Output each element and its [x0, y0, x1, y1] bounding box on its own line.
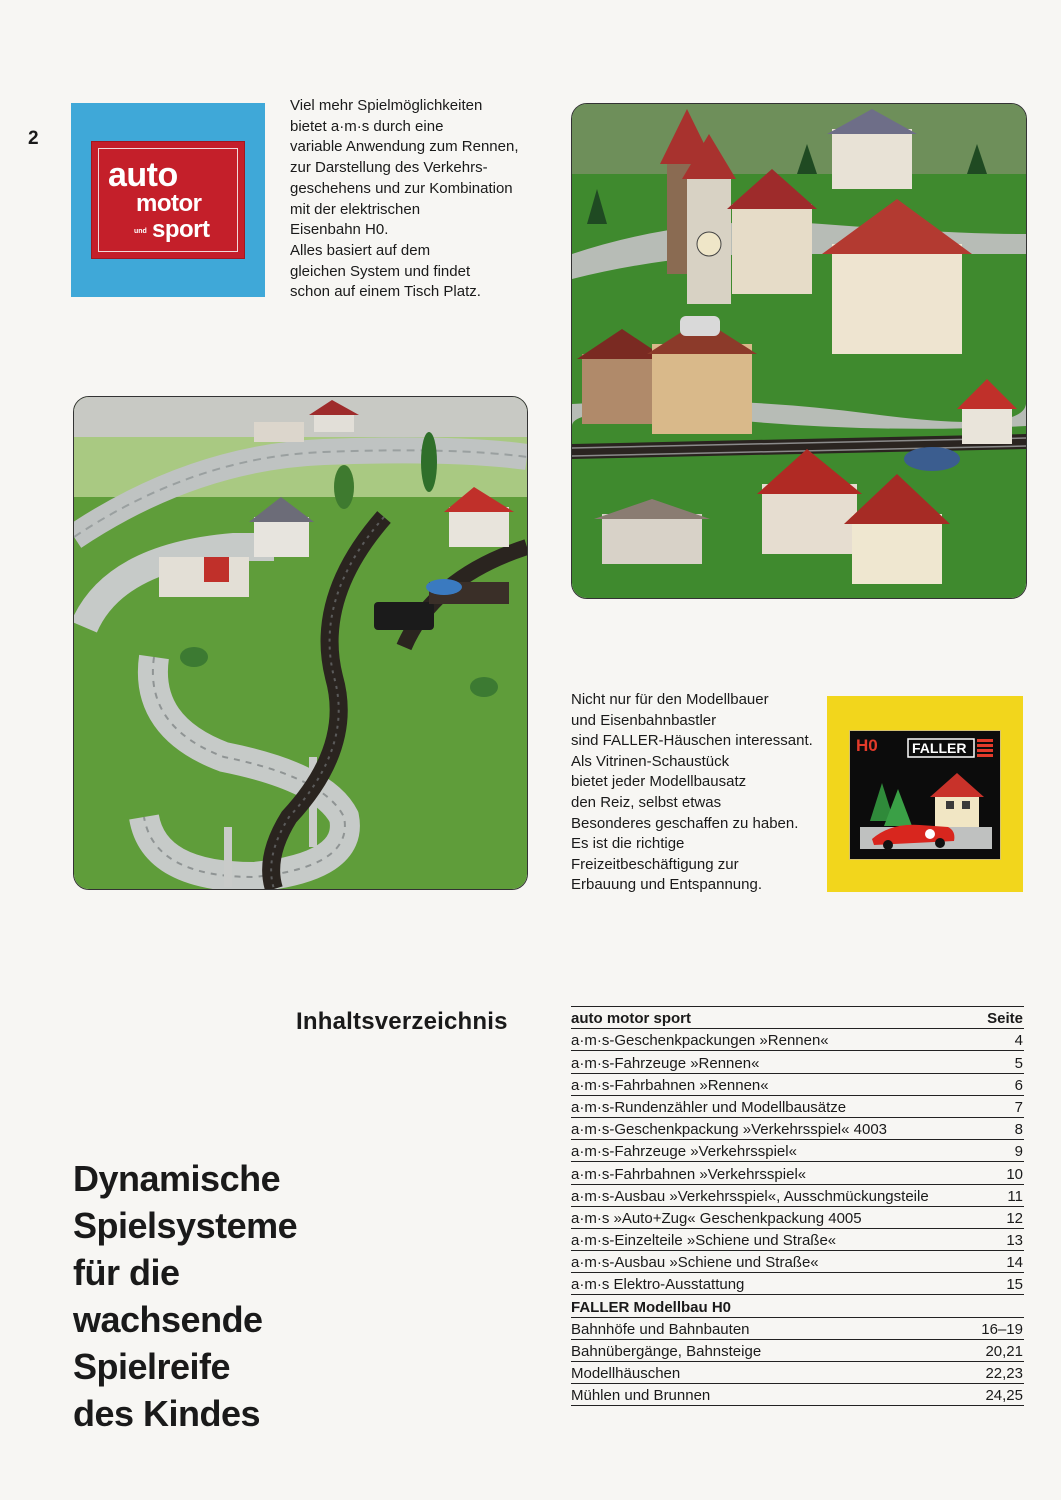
toc-entry-page: 24,25 [985, 1387, 1023, 1405]
headline-line: des Kindes [73, 1393, 261, 1434]
ams-logo-word-sport: sport [152, 216, 210, 243]
faller-line: den Reiz, selbst etwas [571, 793, 722, 811]
toc-row [571, 1251, 1024, 1273]
toc-entry-page: 10 [1006, 1165, 1023, 1183]
toc-row [571, 1074, 1024, 1096]
model-track-illustration [74, 397, 527, 889]
headline-line: Spielsysteme [73, 1205, 298, 1246]
intro-paragraph [290, 96, 560, 303]
toc-section-row [571, 1295, 1024, 1317]
faller-line: Besonderes geschaffen zu haben. [571, 814, 799, 832]
toc-row [571, 1273, 1024, 1295]
toc-entry-page: 22,23 [985, 1365, 1023, 1383]
intro-line: bietet a·m·s durch eine [290, 117, 444, 135]
toc-row [571, 1051, 1024, 1073]
toc-entry-page: 16–19 [981, 1320, 1023, 1338]
intro-line: Eisenbahn H0. [290, 221, 389, 239]
intro-line: geschehens und zur Kombination [290, 179, 513, 197]
toc-entry-page: 6 [1014, 1076, 1023, 1094]
toc-row [571, 1362, 1024, 1384]
faller-line: Es ist die richtige [571, 835, 685, 853]
faller-logo [827, 696, 1023, 892]
faller-logo-scale: H0 [856, 736, 878, 755]
toc-entry-label: a·m·s-Rundenzähler und Modellbausätze [571, 1098, 847, 1116]
toc-entry-page: 11 [1007, 1187, 1023, 1205]
toc-entry-label: a·m·s-Einzelteile »Schiene und Straße« [571, 1232, 837, 1250]
toc-entry-page: 4 [1014, 1032, 1023, 1050]
intro-line: Viel mehr Spielmöglichkeiten [290, 97, 483, 114]
toc-entry-label: a·m·s-Fahrzeuge »Rennen« [571, 1054, 760, 1072]
toc-row [571, 1118, 1024, 1140]
toc-row [571, 1318, 1024, 1340]
toc-row [571, 1384, 1024, 1406]
ams-logo-panel [91, 141, 245, 259]
toc-title: Inhaltsverzeichnis [296, 1008, 508, 1035]
faller-line: Freizeitbeschäftigung zur [571, 855, 739, 873]
ams-logo-word-auto: auto [108, 156, 178, 194]
faller-logo-box [849, 730, 1001, 860]
toc-entry-label: a·m·s-Fahrbahnen »Verkehrsspiel« [571, 1165, 807, 1183]
toc-entry-label: a·m·s »Auto+Zug« Geschenkpackung 4005 [571, 1209, 862, 1227]
faller-logo-brand: FALLER [912, 740, 967, 756]
toc-entry-label: auto motor sport [571, 1010, 691, 1028]
toc-entry-page: Seite [987, 1010, 1023, 1028]
intro-line: Alles basiert auf dem [290, 241, 431, 259]
faller-line: und Eisenbahnbastler [571, 711, 717, 729]
ams-logo [71, 103, 265, 297]
faller-paragraph [571, 690, 821, 896]
table-of-contents [571, 1006, 1024, 1406]
headline-line: für die [73, 1252, 180, 1293]
intro-line: variable Anwendung zum Rennen, [290, 138, 519, 156]
toc-row [571, 1029, 1024, 1051]
headline [73, 1155, 297, 1437]
toc-entry-label: a·m·s-Ausbau »Schiene und Straße« [571, 1254, 819, 1272]
toc-entry-page: 5 [1014, 1054, 1023, 1072]
toc-entry-label: Bahnübergänge, Bahnsteige [571, 1343, 762, 1360]
toc-entry-label: a·m·s-Geschenkpackungen »Rennen« [571, 1032, 829, 1050]
toc-row [571, 1096, 1024, 1118]
toc-entry-page: 7 [1014, 1098, 1023, 1116]
toc-entry-label: a·m·s-Fahrzeuge »Verkehrsspiel« [571, 1143, 797, 1161]
toc-entry-label: a·m·s-Ausbau »Verkehrsspiel«, Ausschmückungsteile [571, 1187, 929, 1205]
toc-entry-label: FALLER Modellbau H0 [571, 1298, 732, 1316]
toc-entry-label: a·m·s-Fahrbahnen »Rennen« [571, 1076, 769, 1094]
toc-row [571, 1229, 1024, 1251]
toc-row [571, 1162, 1024, 1184]
faller-line: sind FALLER-Häuschen interessant. [571, 732, 813, 750]
intro-line: gleichen System und findet [290, 262, 471, 280]
headline-line: wachsende [73, 1299, 263, 1340]
intro-line: zur Darstellung des Verkehrs- [290, 159, 488, 177]
toc-entry-page: 14 [1006, 1254, 1023, 1272]
model-track-photo [73, 396, 528, 890]
faller-line: Erbauung und Entspannung. [571, 876, 762, 894]
toc-row [571, 1340, 1024, 1362]
toc-entry-label: Mühlen und Brunnen [571, 1387, 711, 1405]
toc-entry-label: a·m·s Elektro-Ausstattung [571, 1276, 745, 1294]
faller-line: bietet jeder Modellbausatz [571, 773, 747, 791]
faller-line: Als Vitrinen-Schaustück [571, 752, 730, 770]
toc-row [571, 1140, 1024, 1162]
headline-line: Spielreife [73, 1346, 231, 1387]
toc-section-row [571, 1007, 1024, 1029]
toc-entry-label: Modellhäuschen [571, 1365, 681, 1383]
toc-entry-label: a·m·s-Geschenkpackung »Verkehrsspiel« 4003 [571, 1121, 888, 1139]
toc-entry-page: 13 [1006, 1232, 1023, 1250]
intro-line: mit der elektrischen [290, 200, 421, 218]
page-number: 2 [28, 128, 39, 149]
ams-logo-word-motor: motor [136, 190, 202, 217]
toc-entry-page: 9 [1014, 1143, 1023, 1161]
toc-entry-label: Bahnhöfe und Bahnbauten [571, 1320, 750, 1338]
faller-logo-art [850, 731, 1000, 859]
model-town-photo [571, 103, 1027, 599]
faller-line: Nicht nur für den Modellbauer [571, 691, 769, 708]
model-town-illustration [572, 104, 1026, 598]
toc-entry-page: 15 [1006, 1276, 1023, 1294]
ams-logo-word-und: und [134, 228, 147, 235]
toc-row [571, 1185, 1024, 1207]
toc-rows [571, 1007, 1024, 1406]
toc-row [571, 1207, 1024, 1229]
toc-entry-page: 20,21 [985, 1343, 1023, 1360]
toc-entry-page: 12 [1006, 1209, 1023, 1227]
intro-line: schon auf einem Tisch Platz. [290, 283, 481, 301]
toc-entry-page: 8 [1014, 1121, 1023, 1139]
headline-line: Dynamische [73, 1158, 281, 1199]
